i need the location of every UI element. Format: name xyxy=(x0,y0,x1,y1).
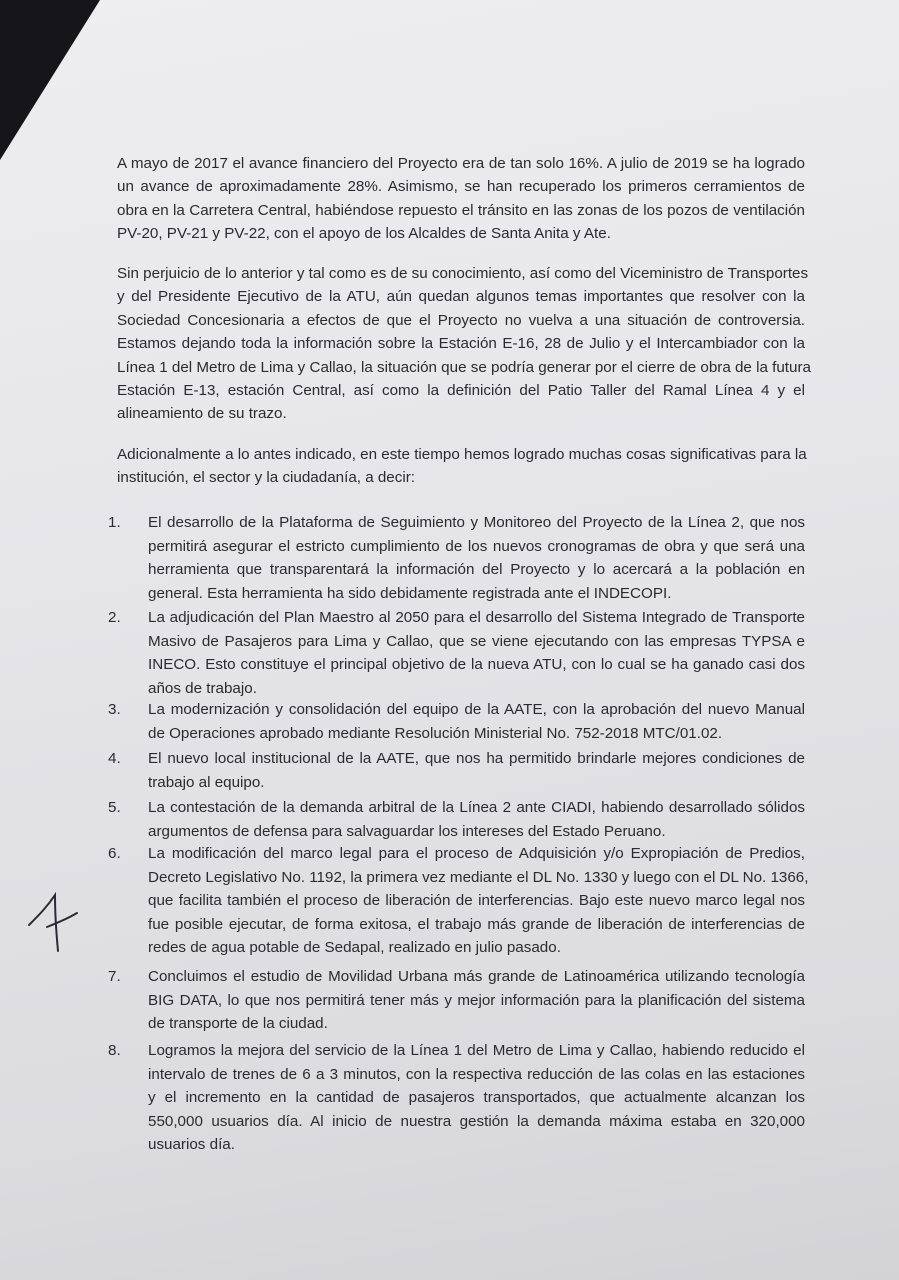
text-line: años de trabajo. xyxy=(148,679,257,697)
text-line: Masivo de Pasajeros para Lima y Callao, que se viene ejecutando con las empresas TYPSA e xyxy=(148,632,805,650)
text-line: Logramos la mejora del servicio de la Línea 1 del Metro de Lima y Callao, habiendo reducido el xyxy=(148,1042,805,1059)
list-item-number: 8. xyxy=(108,1042,121,1059)
text-line: de transporte de la ciudad. xyxy=(148,1015,328,1033)
list-item-text xyxy=(148,698,805,745)
text-line: institución, el sector y la ciudadanía, a decir: xyxy=(117,469,416,487)
list-item-text xyxy=(148,1039,805,1157)
text-line: Estación E-13, estación Central, así como la definición del Patio Taller del Ramal Línea 4 y el xyxy=(117,382,805,400)
text-line: Concluimos el estudio de Movilidad Urbana más grande de Latinoamérica utilizando tecnología xyxy=(148,968,805,985)
list-item-text xyxy=(148,965,805,1036)
text-line: usuarios día. xyxy=(148,1136,235,1154)
text-line: Decreto Legislativo No. 1192, la primera vez mediante el DL No. 1330 y luego con el DL No. 1366, xyxy=(148,868,809,886)
text-line: y del Presidente Ejecutivo de la ATU, aún quedan algunos temas importantes que resolver con la xyxy=(117,288,805,306)
text-line: La contestación de la demanda arbitral de la Línea 2 ante CIADI, habiendo desarrollado sólidos xyxy=(148,799,805,816)
list-item-number: 4. xyxy=(108,750,121,767)
text-line: Adicionalmente a lo antes indicado, en este tiempo hemos logrado muchas cosas significativas para la xyxy=(117,446,807,463)
paragraph-pending-issues xyxy=(117,262,811,426)
text-line: Sin perjuicio de lo anterior y tal como es de su conocimiento, así como del Viceministro de Transportes xyxy=(117,265,809,282)
text-line: fue posible ejecutar, de forma exitosa, el trabajo más grande de liberación de interferencias de xyxy=(148,915,805,933)
handwritten-mark-4 xyxy=(25,885,85,955)
text-line: Sociedad Concesionaria a efectos de que el Proyecto no vuelva a una situación de controversia. xyxy=(117,311,805,329)
background-shadow-corner xyxy=(0,0,100,160)
list-item-text xyxy=(148,747,805,794)
list-item-number: 3. xyxy=(108,701,121,718)
text-line: que facilita también el proceso de liberación de interferencias. Bajo este nuevo marco legal nos xyxy=(148,892,805,910)
text-line: El desarrollo de la Plataforma de Seguimiento y Monitoreo del Proyecto de la Línea 2, que nos xyxy=(148,514,805,531)
text-line: La modernización y consolidación del equipo de la AATE, con la aprobación del nuevo Manual xyxy=(148,701,805,718)
list-item-text xyxy=(148,842,809,960)
text-line: intervalo de trenes de 6 a 3 minutos, con la respectiva reducción de las colas en las estaciones xyxy=(148,1065,805,1083)
list-item-number: 6. xyxy=(108,845,121,862)
text-line: herramienta que transparentará la información del Proyecto y lo acercará a la población en xyxy=(148,561,805,579)
text-line: un avance de aproximadamente 28%. Asimismo, se han recuperado los primeros cerramientos de xyxy=(117,178,805,196)
list-item-text xyxy=(148,796,805,843)
paragraph-achievements-intro xyxy=(117,443,805,490)
text-line: de Operaciones aprobado mediante Resolución Ministerial No. 752-2018 MTC/01.02. xyxy=(148,724,723,742)
text-line: obra en la Carretera Central, habiéndose repuesto el tránsito en las zonas de los pozos de ventilación xyxy=(117,201,805,219)
text-line: INECO. Esto constituye el principal objetivo de la nueva ATU, con lo cual se ha ganado casi dos xyxy=(148,656,805,674)
text-line: y el incremento en la cantidad de pasajeros transportados, que actualmente alcanzan los xyxy=(148,1089,805,1107)
text-line: La modificación del marco legal para el proceso de Adquisición y/o Expropiación de Predios, xyxy=(148,845,805,862)
list-item-number: 7. xyxy=(108,968,121,985)
list-item-number: 2. xyxy=(108,609,121,626)
list-item-number: 5. xyxy=(108,799,121,816)
text-line: Estamos dejando toda la información sobre la Estación E-16, 28 de Julio y el Intercambiador con la xyxy=(117,335,805,353)
list-item-text xyxy=(148,511,805,605)
text-line: redes de agua potable de Sedapal, realizado en julio pasado. xyxy=(148,939,561,957)
text-line: El nuevo local institucional de la AATE, que nos ha permitido brindarle mejores condiciones de xyxy=(148,750,805,767)
text-line: general. Esta herramienta ha sido debidamente registrada ante el INDECOPI. xyxy=(148,584,672,602)
text-line: alineamiento de su trazo. xyxy=(117,405,287,423)
text-line: La adjudicación del Plan Maestro al 2050 para el desarrollo del Sistema Integrado de Transporte xyxy=(148,609,805,626)
list-item-number: 1. xyxy=(108,514,121,531)
text-line: PV-20, PV-21 y PV-22, con el apoyo de los Alcaldes de Santa Anita y Ate. xyxy=(117,225,611,243)
text-line: argumentos de defensa para salvaguardar los intereses del Estado Peruano. xyxy=(148,822,666,840)
text-line: 550,000 usuarios día. Al inicio de nuestra gestión la demanda máxima estaba en 320,000 xyxy=(148,1112,805,1130)
text-line: permitirá asegurar el estricto cumplimiento de los nuevos cronogramas de obra y que será una xyxy=(148,537,805,555)
list-item-text xyxy=(148,606,805,700)
text-line: trabajo al equipo. xyxy=(148,773,265,791)
text-line: BIG DATA, lo que nos permitirá tener más y mejor información para la planificación del sistema xyxy=(148,991,805,1009)
paragraph-progress xyxy=(117,152,805,246)
text-line: Línea 1 del Metro de Lima y Callao, la situación que se podría generar por el cierre de obra de la futura xyxy=(117,358,811,376)
text-line: A mayo de 2017 el avance financiero del Proyecto era de tan solo 16%. A julio de 2019 se ha logrado xyxy=(117,155,805,172)
